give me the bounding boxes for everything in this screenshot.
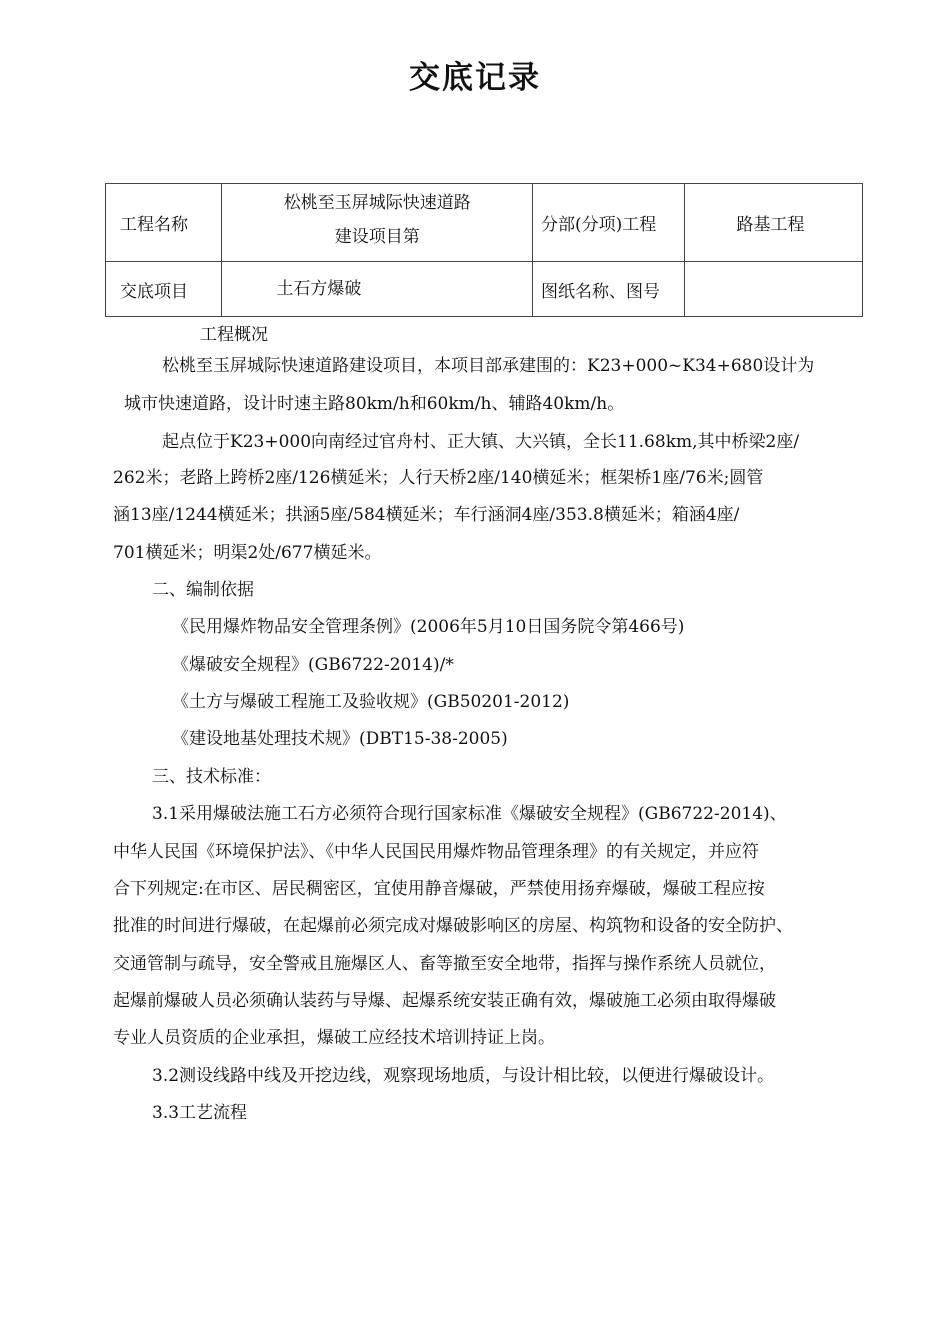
body-line: 262米；老路上跨桥2座/126横延米；人行天桥2座/140横延米；框架桥1座/76米;圆管: [113, 468, 764, 488]
body-line: 中华人民国《环境保护法》、《中华人民国民用爆炸物品管理条理》的有关规定，并应符: [113, 842, 759, 862]
item-value: 土石方爆破: [222, 262, 533, 317]
table-row: [106, 184, 863, 262]
division-label: 分部(分项)工程: [533, 184, 684, 262]
project-name-line2: 建设项目第: [334, 226, 420, 247]
body-line: 合下列规定:在市区、居民稠密区，宜使用静音爆破，严禁使用扬弃爆破，爆破工程应按: [113, 879, 765, 899]
section-heading-standards: 三、技术标准：: [152, 767, 271, 787]
body-line: 起点位于K23+000向南经过官舟村、正大镇、大兴镇，全长11.68km,其中桥梁2座/: [162, 432, 800, 452]
drawing-label: 图纸名称、图号: [533, 262, 684, 317]
drawing-value: [684, 262, 863, 317]
body-line: 701横延米；明渠2处/677横延米。: [113, 543, 382, 563]
body-line: 城市快速道路，设计时速主路80km/h和60km/h、辅路40km/h。: [124, 394, 625, 414]
section-heading-overview: 工程概况: [200, 325, 268, 345]
project-name-line1: 松桃至玉屏城际快速道路: [283, 192, 471, 213]
body-line: 涵13座/1244横延米；拱涵5座/584横延米；车行涵洞4座/353.8横延米；箱涵4座/: [113, 505, 740, 525]
body-line: 3.2测设线路中线及开挖边线，观察现场地质，与设计相比较，以便进行爆破设计。: [152, 1066, 775, 1086]
info-table: [105, 183, 863, 317]
table-row: [106, 262, 863, 317]
project-name-value: [222, 184, 533, 262]
item-label: 交底项目: [106, 262, 222, 317]
body-line: 松桃至玉屏城际快速道路建设项目，本项目部承建围的：K23+000~K34+680设计为: [162, 356, 815, 376]
body-line: 起爆前爆破人员必须确认装药与导爆、起爆系统安装正确有效，爆破施工必须由取得爆破: [113, 991, 776, 1011]
section-heading-basis: 二、编制依据: [152, 580, 254, 600]
document-title: 交底记录: [409, 60, 541, 96]
reference-item: 《建设地基处理技术规》(DBT15-38-2005): [172, 729, 508, 749]
project-name-label: 工程名称: [106, 184, 222, 262]
body-line: 批准的时间进行爆破，在起爆前必须完成对爆破影响区的房屋、构筑物和设备的安全防护、: [113, 916, 793, 936]
body-line: 3.3工艺流程: [152, 1103, 248, 1123]
division-value: 路基工程: [684, 184, 863, 262]
body-line: 专业人员资质的企业承担，爆破工应经技术培训持证上岗。: [113, 1028, 555, 1048]
reference-item: 《土方与爆破工程施工及验收规》(GB50201-2012): [172, 692, 570, 712]
body-line: 交通管制与疏导，安全警戒且施爆区人、畜等撤至安全地带，指挥与操作系统人员就位，: [113, 954, 776, 974]
reference-item: 《民用爆炸物品安全管理条例》(2006年5月10日国务院令第466号): [172, 617, 685, 637]
reference-item: 《爆破安全规程》(GB6722-2014)/*: [172, 655, 454, 675]
body-line: 3.1采用爆破法施工石方必须符合现行国家标准《爆破安全规程》(GB6722-2014)、: [152, 804, 787, 824]
